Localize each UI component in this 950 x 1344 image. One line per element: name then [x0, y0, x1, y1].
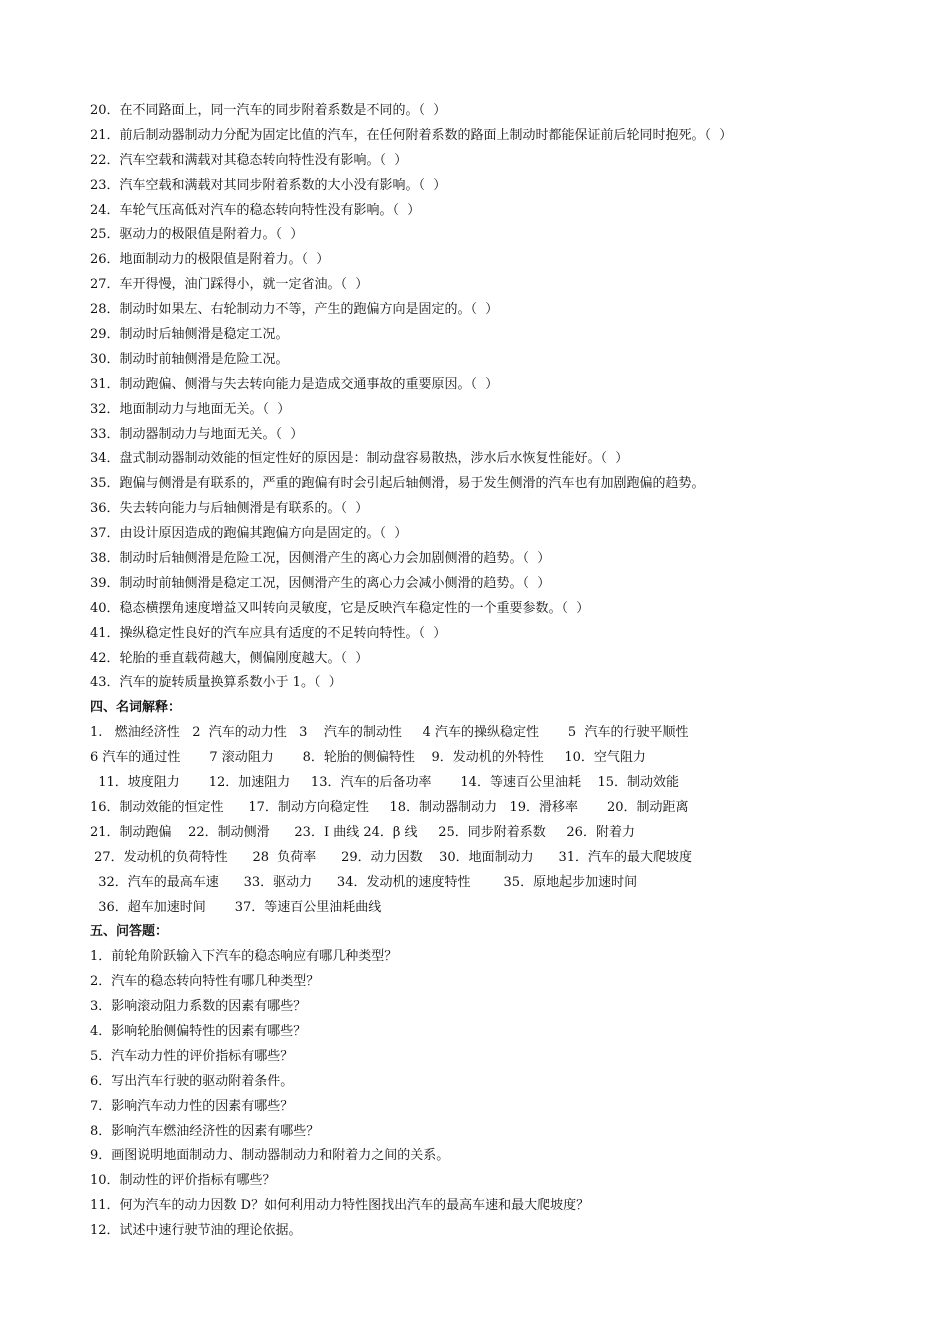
list-item: 34．盘式制动器制动效能的恒定性好的原因是：制动盘容易散热，涉水后水恢复性能好。（ ）	[90, 451, 629, 467]
list-item: 2．汽车的稳态转向特性有哪几种类型？	[90, 974, 320, 990]
list-item: 30．制动时前轴侧滑是危险工况。	[90, 351, 289, 367]
list-item: 37．由设计原因造成的跑偏其跑偏方向是固定的。（ ）	[90, 526, 408, 542]
list-item: 28．制动时如果左、右轮制动力不等，产生的跑偏方向是固定的。（ ）	[90, 302, 499, 318]
list-item: 27．车开得慢，油门踩得小，就一定省油。（ ）	[90, 277, 369, 293]
terms-line: 32．汽车的最高车速 33．驱动力 34．发动机的速度特性 35．原地起步加速时间	[90, 874, 638, 890]
list-item: 20．在不同路面上，同一汽车的同步附着系数是不同的。（ ）	[90, 103, 447, 118]
list-item: 12．试述中速行驶节油的理论依据。	[90, 1223, 302, 1239]
list-item: 7．影响汽车动力性的因素有哪些？	[90, 1098, 294, 1114]
list-item: 43．汽车的旋转质量换算系数小于 1。（ ）	[90, 675, 342, 691]
list-item: 3．影响滚动阻力系数的因素有哪些？	[90, 999, 307, 1015]
list-item: 6．写出汽车行驶的驱动附着条件。	[90, 1073, 294, 1089]
list-item: 4．影响轮胎侧偏特性的因素有哪些？	[90, 1023, 307, 1039]
list-item: 9．画图说明地面制动力、制动器制动力和附着力之间的关系。	[90, 1148, 450, 1164]
list-item: 10．制动性的评价指标有哪些？	[90, 1173, 276, 1189]
list-item: 8．影响汽车燃油经济性的因素有哪些？	[90, 1123, 320, 1139]
terms-line: 21．制动跑偏 22．制动侧滑 23．I 曲线 24．β 线 25．同步附着系数 26．附着力	[90, 824, 635, 840]
terms-line: 36．超车加速时间 37．等速百公里油耗曲线	[90, 899, 382, 915]
list-item: 41．操纵稳定性良好的汽车应具有适度的不足转向特性。（ ）	[90, 625, 447, 641]
list-item: 11．何为汽车的动力因数 D？如何利用动力特性图找出汽车的最高车速和最大爬坡度？	[90, 1198, 590, 1214]
judgement-list	[90, 99, 910, 696]
list-item: 42．轮胎的垂直载荷越大，侧偏刚度越大。（ ）	[90, 650, 369, 666]
terms-line: 6 汽车的通过性 7 滚动阻力 8．轮胎的侧偏特性 9．发动机的外特性 10．空气阻力	[90, 750, 646, 766]
list-item: 1．前轮角阶跃输入下汽车的稳态响应有哪几种类型？	[90, 949, 398, 965]
terms-heading: 四、名词解释：	[90, 700, 182, 716]
list-item: 26．地面制动力的极限值是附着力。（ ）	[90, 252, 330, 268]
list-item: 23．汽车空载和满载对其同步附着系数的大小没有影响。（ ）	[90, 177, 447, 193]
qa-heading: 五、问答题：	[90, 924, 169, 940]
terms-line: 11．坡度阻力 12．加速阻力 13．汽车的后备功率 14．等速百公里油耗 15．制动效能	[90, 775, 680, 791]
terms-line: 1. 燃油经济性 2 汽车的动力性 3 汽车的制动性 4 汽车的操纵稳定性 5 汽车的行驶平顺性	[90, 725, 689, 741]
list-item: 25．驱动力的极限值是附着力。（ ）	[90, 227, 304, 243]
qa-list	[90, 945, 910, 1244]
list-item: 24．车轮气压高低对汽车的稳态转向特性没有影响。（ ）	[90, 202, 421, 218]
list-item: 5．汽车动力性的评价指标有哪些？	[90, 1048, 294, 1064]
list-item: 21．前后制动器制动力分配为固定比值的汽车，在任何附着系数的路面上制动时都能保证前后轮同时抱死。（ ）	[90, 127, 733, 143]
list-item: 22．汽车空载和满载对其稳态转向特性没有影响。（ ）	[90, 152, 408, 168]
list-item: 38．制动时后轴侧滑是危险工况，因侧滑产生的离心力会加剧侧滑的趋势。（ ）	[90, 551, 551, 567]
document-page	[90, 99, 910, 1244]
list-item: 35．跑偏与侧滑是有联系的，严重的跑偏有时会引起后轴侧滑，易于发生侧滑的汽车也有加剧跑偏的趋势。	[90, 476, 705, 492]
list-item: 31．制动跑偏、侧滑与失去转向能力是造成交通事故的重要原因。（ ）	[90, 376, 499, 392]
terms-line: 16．制动效能的恒定性 17．制动方向稳定性 18．制动器制动力 19．滑移率 20．制动距离	[90, 799, 689, 815]
terms-list	[90, 721, 910, 920]
list-item: 36．失去转向能力与后轴侧滑是有联系的。（ ）	[90, 501, 369, 517]
list-item: 32．地面制动力与地面无关。（ ）	[90, 401, 291, 417]
list-item: 33．制动器制动力与地面无关。（ ）	[90, 426, 304, 442]
list-item: 40．稳态横摆角速度增益又叫转向灵敏度，它是反映汽车稳定性的一个重要参数。（ ）	[90, 600, 590, 616]
terms-line: 27．发动机的负荷特性 28 负荷率 29．动力因数 30．地面制动力 31．汽车的最大爬坡度	[90, 849, 693, 865]
list-item: 29．制动时后轴侧滑是稳定工况。	[90, 327, 289, 343]
list-item: 39．制动时前轴侧滑是稳定工况，因侧滑产生的离心力会减小侧滑的趋势。（ ）	[90, 575, 551, 591]
